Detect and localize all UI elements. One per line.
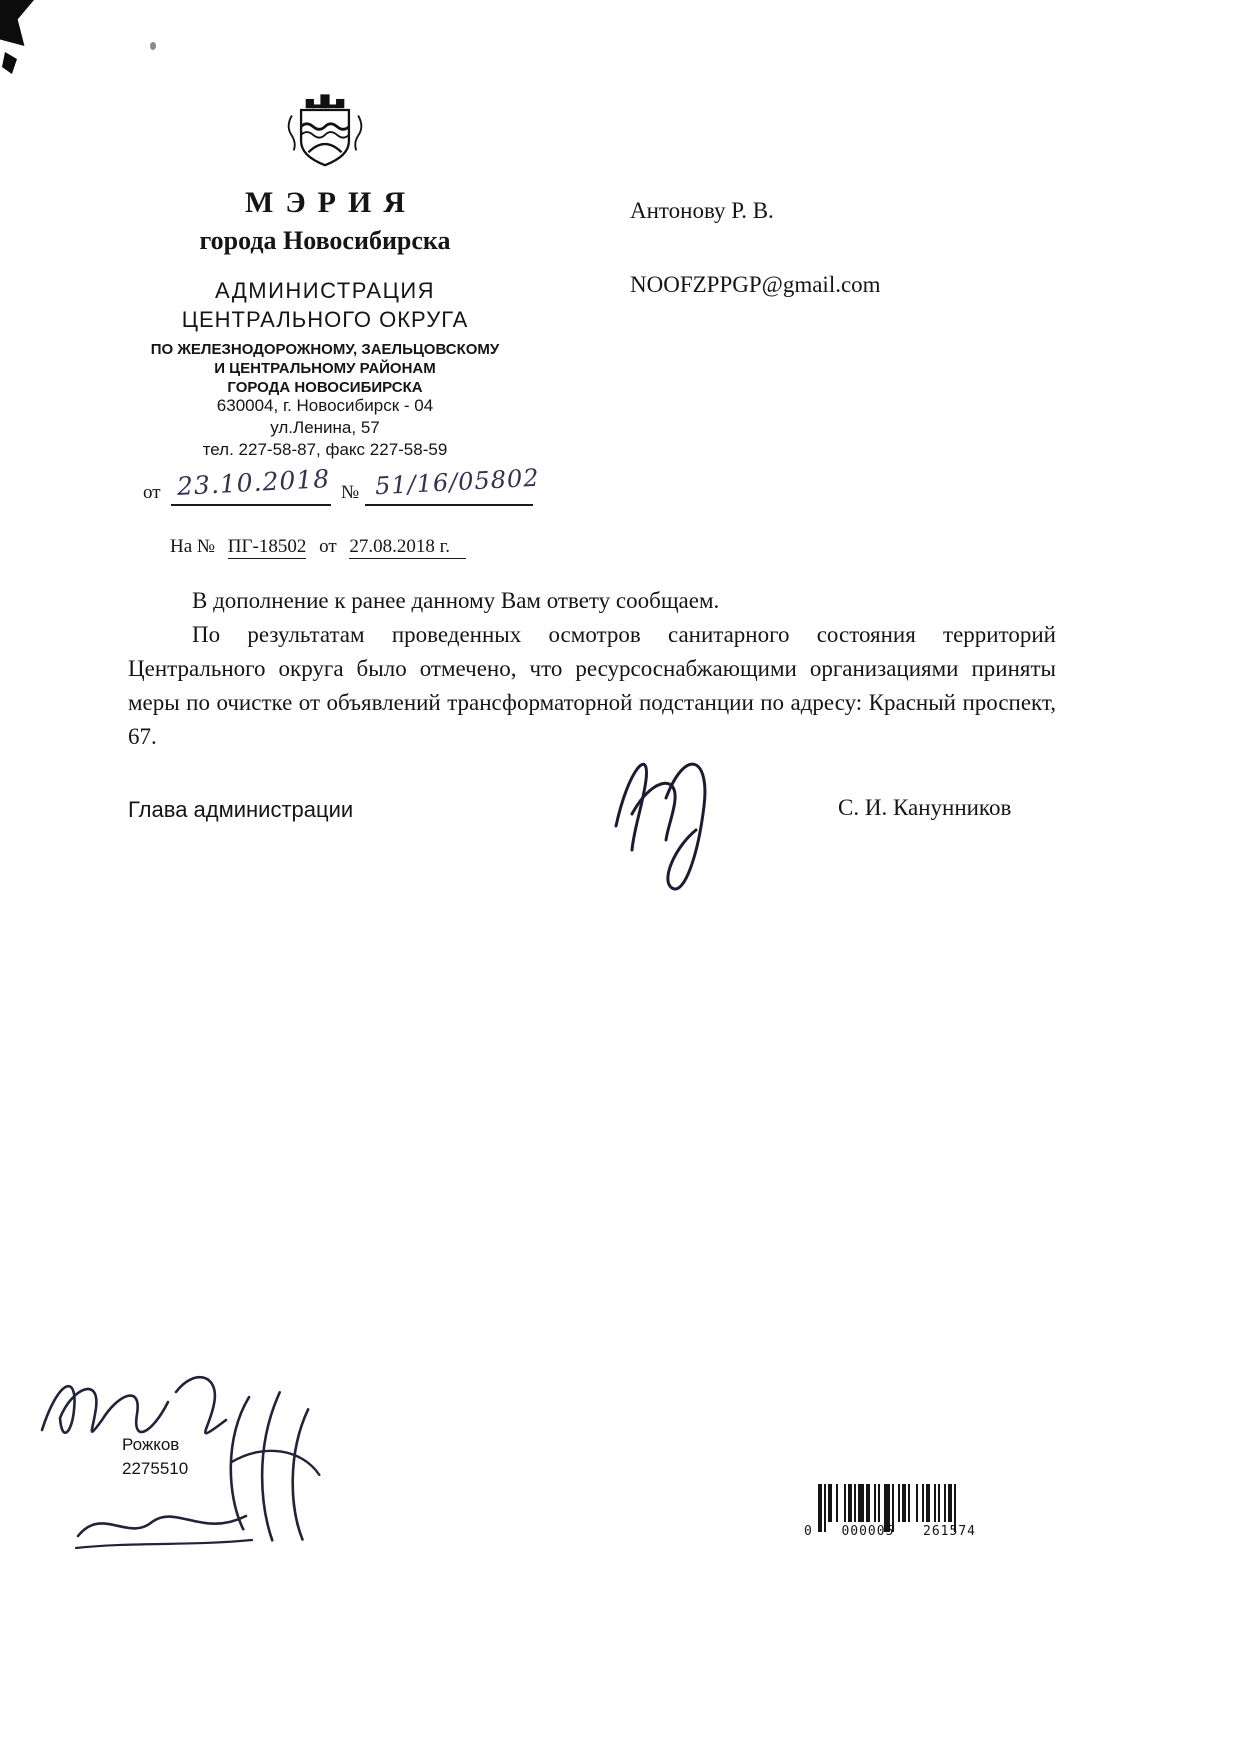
scan-artifact	[2, 52, 17, 74]
executor-name: Рожков	[122, 1435, 180, 1454]
barcode-numbers	[804, 1524, 976, 1539]
signature-ink	[588, 728, 753, 903]
reply-middle: от	[319, 536, 337, 557]
scan-artifact	[0, 0, 34, 46]
in-reply-line	[170, 536, 474, 558]
reply-prefix: На №	[170, 536, 216, 557]
address-line2: ул.Ленина, 57	[270, 418, 380, 437]
barcode-digit-left: 0	[804, 1524, 813, 1539]
incoming-number: ПГ-18502	[227, 536, 307, 557]
registration-barcode	[804, 1484, 1008, 1546]
novosibirsk-emblem-icon	[279, 90, 371, 176]
dept-title-line2: ЦЕНТРАЛЬНОГО ОКРУГА	[181, 307, 469, 332]
dept-detail	[110, 340, 540, 397]
outgoing-reference	[143, 463, 613, 514]
dept-detail-line2: И ЦЕНТРАЛЬНОМУ РАЙОНАМ	[214, 360, 436, 377]
body-paragraph-1: В дополнение к ранее данному Вам ответу сообщаем.	[192, 588, 720, 613]
scan-speck	[150, 42, 156, 50]
dept-detail-line1: ПО ЖЕЛЕЗНОДОРОЖНОМУ, ЗАЕЛЬЦОВСКОМУ	[150, 341, 500, 358]
executor-signature-ink-3	[70, 1498, 260, 1556]
org-title: МЭРИЯ	[245, 186, 417, 219]
number-underline	[365, 504, 533, 506]
number-label: №	[341, 482, 360, 503]
dept-detail-line3: ГОРОДА НОВОСИБИРСКА	[227, 379, 423, 396]
address-line1: 630004, г. Новосибирск - 04	[216, 396, 434, 415]
outgoing-number-handwritten: 51/16/05802	[374, 463, 541, 501]
recipient-email: NOOFZPPGP@gmail.com	[630, 272, 881, 297]
barcode-group-1: 000005	[841, 1524, 895, 1539]
from-label: от	[143, 482, 161, 503]
recipient-name: Антонову Р. В.	[630, 198, 774, 223]
signer-name: С. И. Канунников	[838, 795, 1012, 820]
executor-block	[122, 1433, 188, 1481]
contacts-line: тел. 227-58-87, факс 227-58-59	[202, 440, 448, 459]
body-paragraph-2: По результатам проведенных осмотров санитарного состояния территорий Центрального округа было отмечено, что ресурсоснабжающими организациями приняты меры по очистке от объявлений трансформаторной подстанции по адресу: Красный проспект, 67.	[128, 622, 1056, 749]
outgoing-date-handwritten: 23.10.2018	[176, 464, 331, 501]
executor-phone: 2275510	[122, 1459, 189, 1478]
incoming-date: 27.08.2018 г.	[349, 536, 466, 559]
org-subtitle: города Новосибирска	[199, 226, 451, 255]
barcode-group-2: 261574	[923, 1524, 976, 1539]
date-underline	[171, 504, 331, 506]
dept-title-line1: АДМИНИСТРАЦИЯ	[214, 278, 436, 303]
signer-title: Глава администрации	[128, 797, 354, 822]
